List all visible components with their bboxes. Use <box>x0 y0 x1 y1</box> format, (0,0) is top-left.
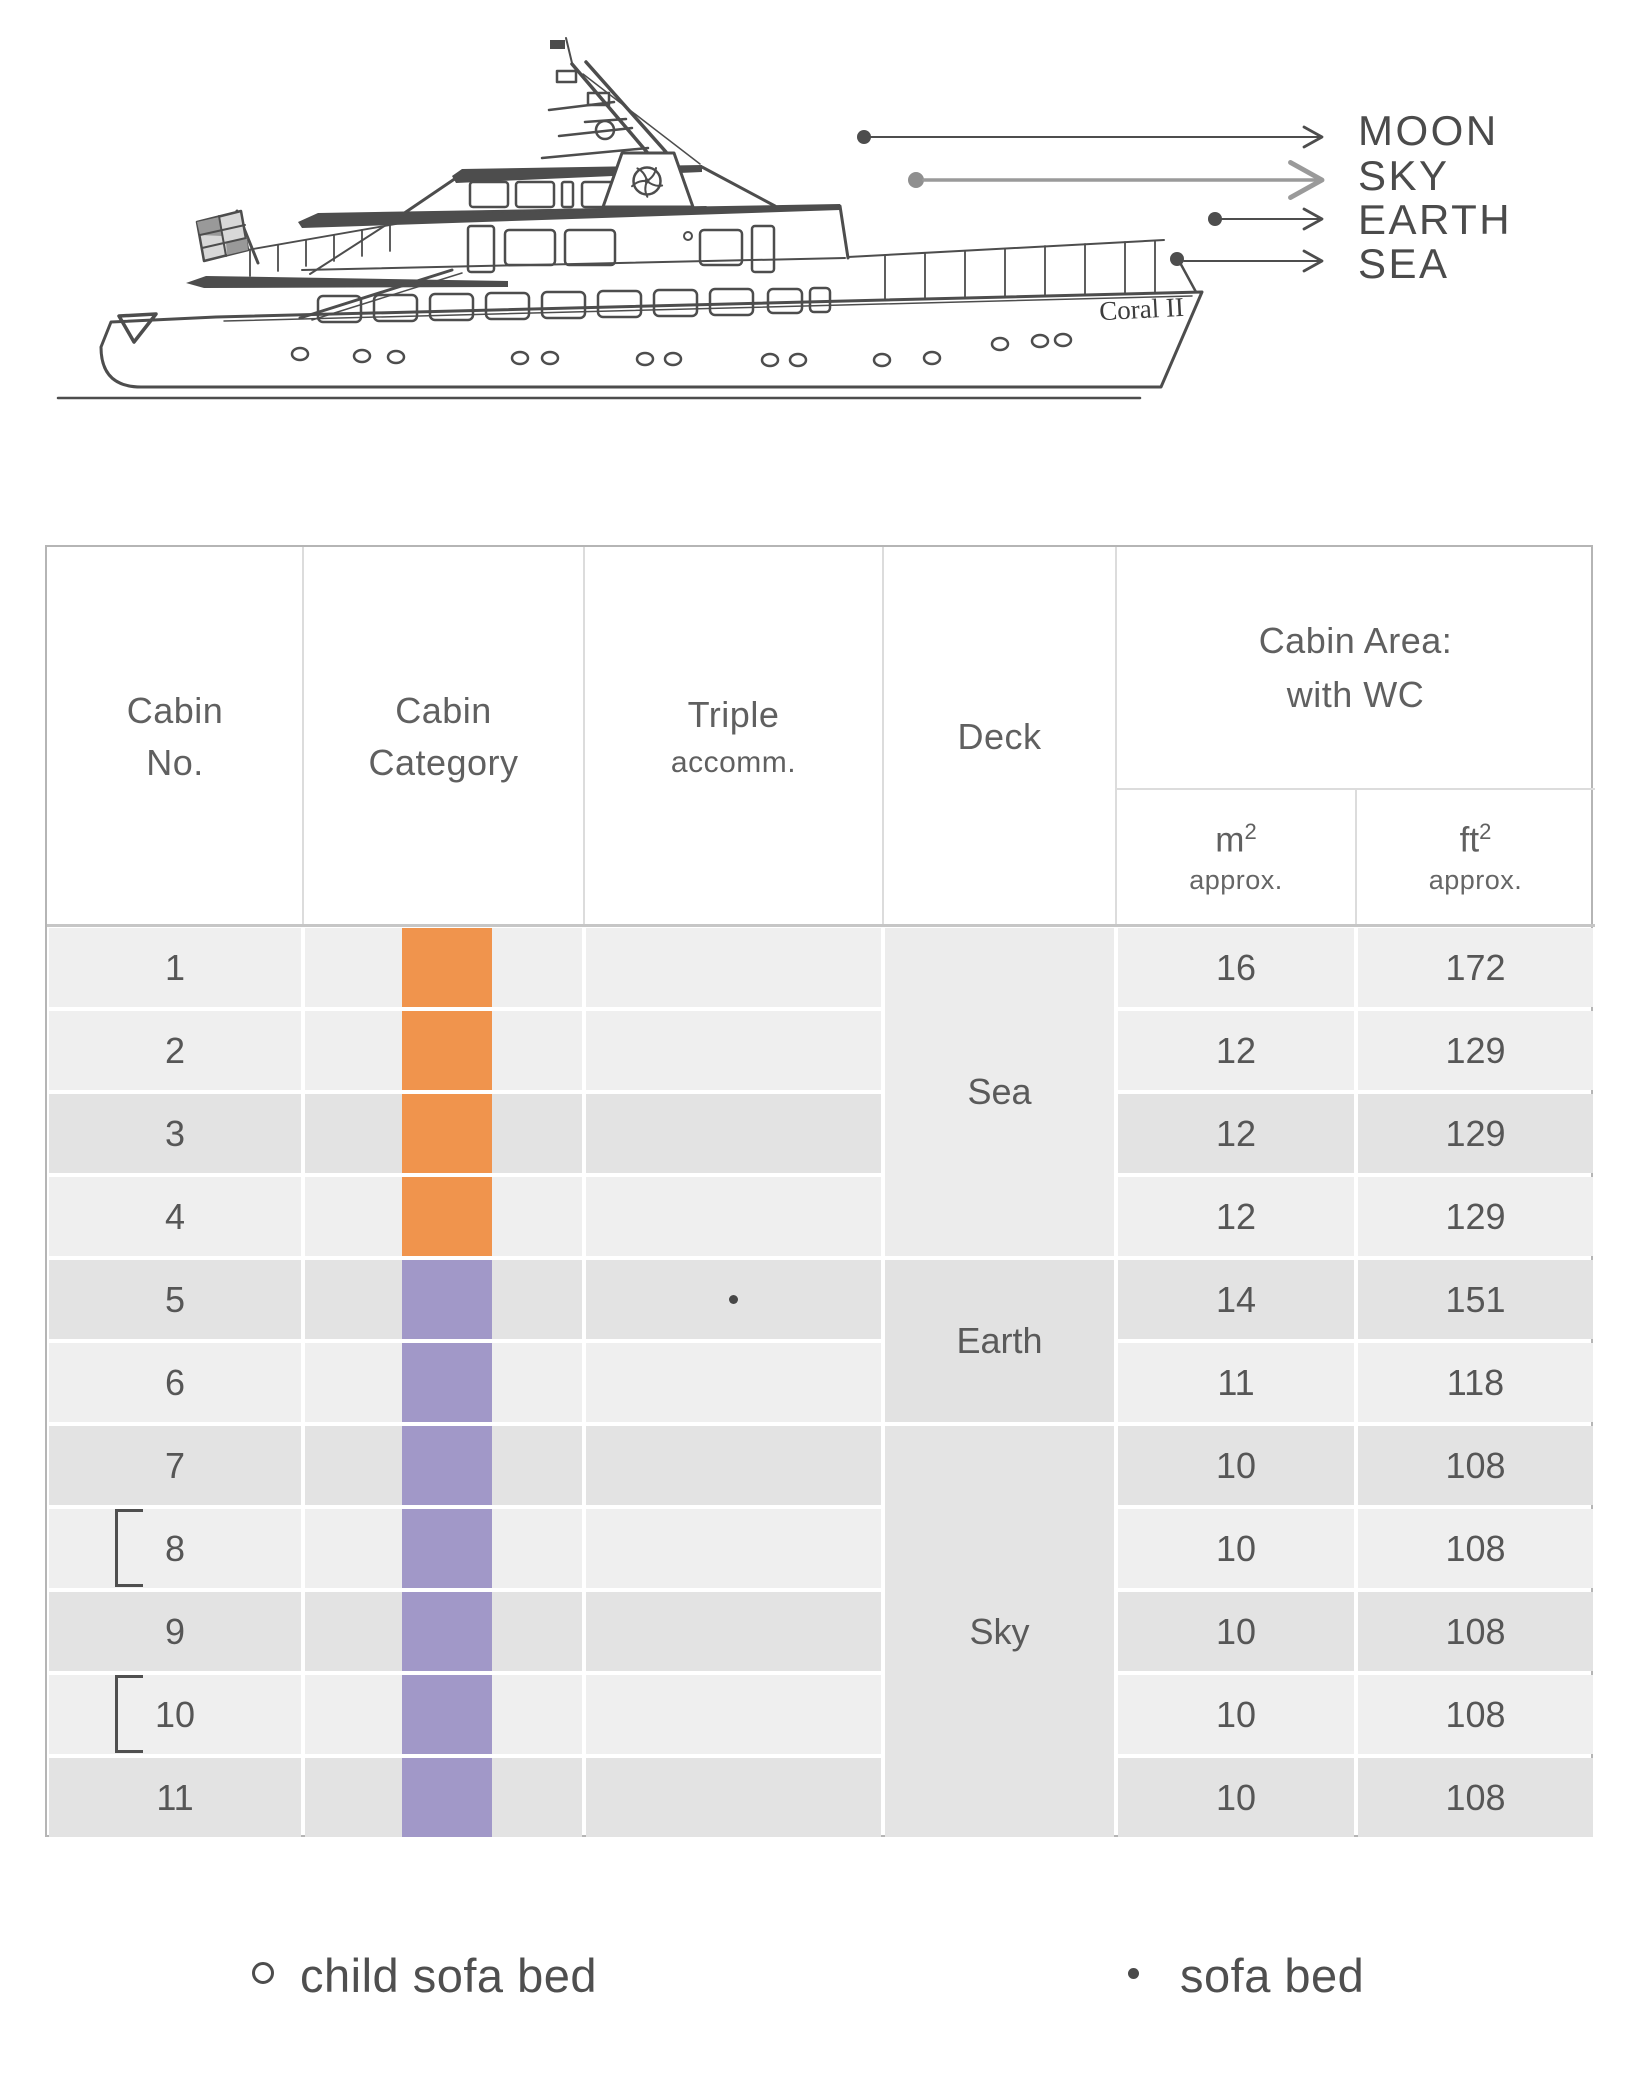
cabin-category-cell <box>305 1260 582 1339</box>
header-line: Category <box>368 741 519 783</box>
header-line: Deck <box>957 715 1042 757</box>
triple-accomm-cell <box>586 1177 881 1256</box>
header-triple-accomm <box>584 547 883 926</box>
area-ft2-cell <box>1358 1177 1593 1256</box>
cabin-no-cell <box>49 1426 301 1505</box>
header-line: Cabin Area: <box>1258 620 1453 661</box>
header-line: with WC <box>1286 674 1425 715</box>
header-line: Cabin <box>395 689 492 731</box>
m2-value: 12 <box>1215 1112 1257 1154</box>
cabin-category-cell <box>305 1177 582 1256</box>
header-cabin-no <box>47 547 303 926</box>
triple-accomm-cell <box>586 1260 881 1339</box>
leader-dot-sky <box>908 172 924 188</box>
area-m2-cell <box>1118 1260 1354 1339</box>
cabin-number: 2 <box>164 1029 186 1071</box>
mast-equipment <box>542 38 648 158</box>
triple-accomm-cell <box>586 1675 881 1754</box>
ft2-value: 129 <box>1445 1195 1506 1237</box>
area-ft2-cell <box>1358 1426 1593 1505</box>
cabin-category-cell <box>305 928 582 1007</box>
cabin-no-cell <box>49 1509 301 1588</box>
stern-flag-icon <box>197 211 258 263</box>
ft2-value: 118 <box>1446 1361 1505 1403</box>
child-sofa-bed-icon <box>252 1962 274 1984</box>
ship-name: Coral II <box>1098 291 1185 327</box>
divider <box>1355 789 1357 926</box>
cabin-number: 1 <box>164 946 186 988</box>
leader-dot-earth <box>1208 212 1222 226</box>
cabin-no-cell <box>49 1592 301 1671</box>
divider <box>1115 547 1117 926</box>
cabin-number: 10 <box>154 1693 196 1735</box>
m2-value: 12 <box>1215 1195 1257 1237</box>
category-color-band <box>402 1758 492 1837</box>
triple-accomm-cell <box>586 928 881 1007</box>
ft2-value: 108 <box>1445 1527 1506 1569</box>
category-color-band <box>402 1177 492 1256</box>
deck-leader-lines <box>857 130 1322 266</box>
unit-note: approx. <box>1189 864 1283 895</box>
area-m2-cell <box>1118 1011 1354 1090</box>
area-m2-cell <box>1118 1343 1354 1422</box>
deck-label-sea: SEA <box>1358 240 1450 287</box>
header-cabin-area <box>1116 547 1595 789</box>
m2-value: 11 <box>1217 1361 1255 1403</box>
area-ft2-cell <box>1358 1592 1593 1671</box>
area-ft2-cell <box>1358 1260 1593 1339</box>
cabin-no-cell <box>49 928 301 1007</box>
cabin-table <box>45 545 1593 1837</box>
ft2-value: 108 <box>1445 1610 1506 1652</box>
header-line: Cabin <box>126 689 224 731</box>
header-deck <box>883 547 1116 926</box>
header-m2 <box>1116 789 1356 926</box>
area-m2-cell <box>1118 1426 1354 1505</box>
ft2-value: 151 <box>1445 1278 1506 1320</box>
ft2-value: 108 <box>1445 1776 1506 1818</box>
area-ft2-cell <box>1358 1758 1593 1837</box>
cabin-category-cell <box>305 1592 582 1671</box>
cabin-no-cell <box>49 1675 301 1754</box>
header-line: Triple <box>687 693 780 735</box>
category-color-band <box>402 1509 492 1588</box>
m2-value: 10 <box>1215 1527 1257 1569</box>
connecting-cabins-bracket <box>115 1509 143 1587</box>
area-ft2-cell <box>1358 1343 1593 1422</box>
cabin-number: 9 <box>164 1610 186 1652</box>
area-m2-cell <box>1118 1675 1354 1754</box>
deck-cell-sky <box>885 1426 1114 1837</box>
triple-accomm-cell <box>586 1758 881 1837</box>
unit-label: $m^2$ <box>1215 819 1257 860</box>
cabin-category-cell <box>305 1675 582 1754</box>
m2-value: 16 <box>1215 946 1257 988</box>
category-color-band <box>402 1343 492 1422</box>
bow-railing <box>848 240 1164 300</box>
deck-cell-sea <box>885 928 1114 1256</box>
deck-name: Sea <box>967 1071 1032 1112</box>
deck-label-sky: SKY <box>1358 152 1450 199</box>
area-m2-cell <box>1118 1592 1354 1671</box>
ft2-value: 108 <box>1445 1693 1506 1735</box>
unit-label: $ft^2$ <box>1459 819 1492 860</box>
cabin-category-cell <box>305 1343 582 1422</box>
header-line: accomm. <box>670 745 797 779</box>
area-m2-cell <box>1118 1094 1354 1173</box>
leader-dot-moon <box>857 130 871 144</box>
divider <box>302 547 304 926</box>
divider <box>583 547 585 926</box>
m2-value: 14 <box>1215 1278 1257 1320</box>
category-color-band <box>402 928 492 1007</box>
cabin-category-cell <box>305 1011 582 1090</box>
deck-label-moon: MOON <box>1358 107 1499 154</box>
cabin-no-cell <box>49 1011 301 1090</box>
legend-child-sofa-bed: child sofa bed <box>300 1949 598 2002</box>
category-color-band <box>402 1426 492 1505</box>
area-m2-cell <box>1118 1758 1354 1837</box>
cabin-no-cell <box>49 1094 301 1173</box>
header-line: No. <box>146 741 204 783</box>
category-color-band <box>402 1094 492 1173</box>
deck-cell-earth <box>885 1260 1114 1422</box>
sofa-bed-dot <box>729 1295 738 1304</box>
ft2-value: 129 <box>1445 1029 1506 1071</box>
cabin-category-cell <box>305 1758 582 1837</box>
cabin-number: 6 <box>164 1361 186 1403</box>
area-m2-cell <box>1118 1509 1354 1588</box>
cabin-number: 8 <box>164 1527 186 1569</box>
cabin-no-cell <box>49 1758 301 1837</box>
ft2-value: 108 <box>1445 1444 1506 1486</box>
area-ft2-cell <box>1358 928 1593 1007</box>
cabin-no-cell <box>49 1343 301 1422</box>
m2-value: 12 <box>1215 1029 1257 1071</box>
cabin-category-cell <box>305 1094 582 1173</box>
leader-dot-sea <box>1170 252 1184 266</box>
cabin-no-cell <box>49 1260 301 1339</box>
cabin-number: 4 <box>164 1195 186 1237</box>
m2-value: 10 <box>1215 1610 1257 1652</box>
divider <box>1116 788 1595 790</box>
cabin-number: 3 <box>164 1112 186 1154</box>
category-color-band <box>402 1260 492 1339</box>
ft2-value: 129 <box>1445 1112 1506 1154</box>
area-m2-cell <box>1118 1177 1354 1256</box>
m2-value: 10 <box>1215 1693 1257 1735</box>
cabin-number: 7 <box>164 1444 186 1486</box>
legend-sofa-bed: sofa bed <box>1180 1949 1365 2002</box>
m2-value: 10 <box>1215 1776 1257 1818</box>
area-ft2-cell <box>1358 1509 1593 1588</box>
header-ft2 <box>1356 789 1595 926</box>
triple-accomm-cell <box>586 1094 881 1173</box>
cabin-category-cell <box>305 1426 582 1505</box>
cabin-windows <box>468 226 774 272</box>
area-ft2-cell <box>1358 1011 1593 1090</box>
category-color-band <box>402 1675 492 1754</box>
triple-accomm-cell <box>586 1011 881 1090</box>
header-body-divider <box>47 924 1595 927</box>
deck-name: Earth <box>956 1320 1043 1361</box>
deck-label-earth: EARTH <box>1358 196 1513 243</box>
triple-accomm-cell <box>586 1509 881 1588</box>
connecting-cabins-bracket <box>115 1675 143 1753</box>
aft-visor <box>186 276 508 288</box>
triple-accomm-cell <box>586 1343 881 1422</box>
cabin-category-cell <box>305 1509 582 1588</box>
ft2-value: 172 <box>1445 946 1506 988</box>
cabin-no-cell <box>49 1177 301 1256</box>
area-ft2-cell <box>1358 1094 1593 1173</box>
cabin-number: 11 <box>156 1776 194 1818</box>
unit-note: approx. <box>1428 864 1523 895</box>
header-cabin-category <box>303 547 584 926</box>
category-color-band <box>402 1011 492 1090</box>
deck-name: Sky <box>969 1610 1030 1652</box>
divider <box>882 547 884 926</box>
m2-value: 10 <box>1215 1444 1257 1486</box>
sofa-bed-icon <box>1128 1968 1139 1979</box>
ship-hull <box>101 292 1202 387</box>
cabin-number: 5 <box>164 1278 186 1320</box>
area-m2-cell <box>1118 928 1354 1007</box>
triple-accomm-cell <box>586 1426 881 1505</box>
area-ft2-cell <box>1358 1675 1593 1754</box>
triple-accomm-cell <box>586 1592 881 1671</box>
category-color-band <box>402 1592 492 1671</box>
